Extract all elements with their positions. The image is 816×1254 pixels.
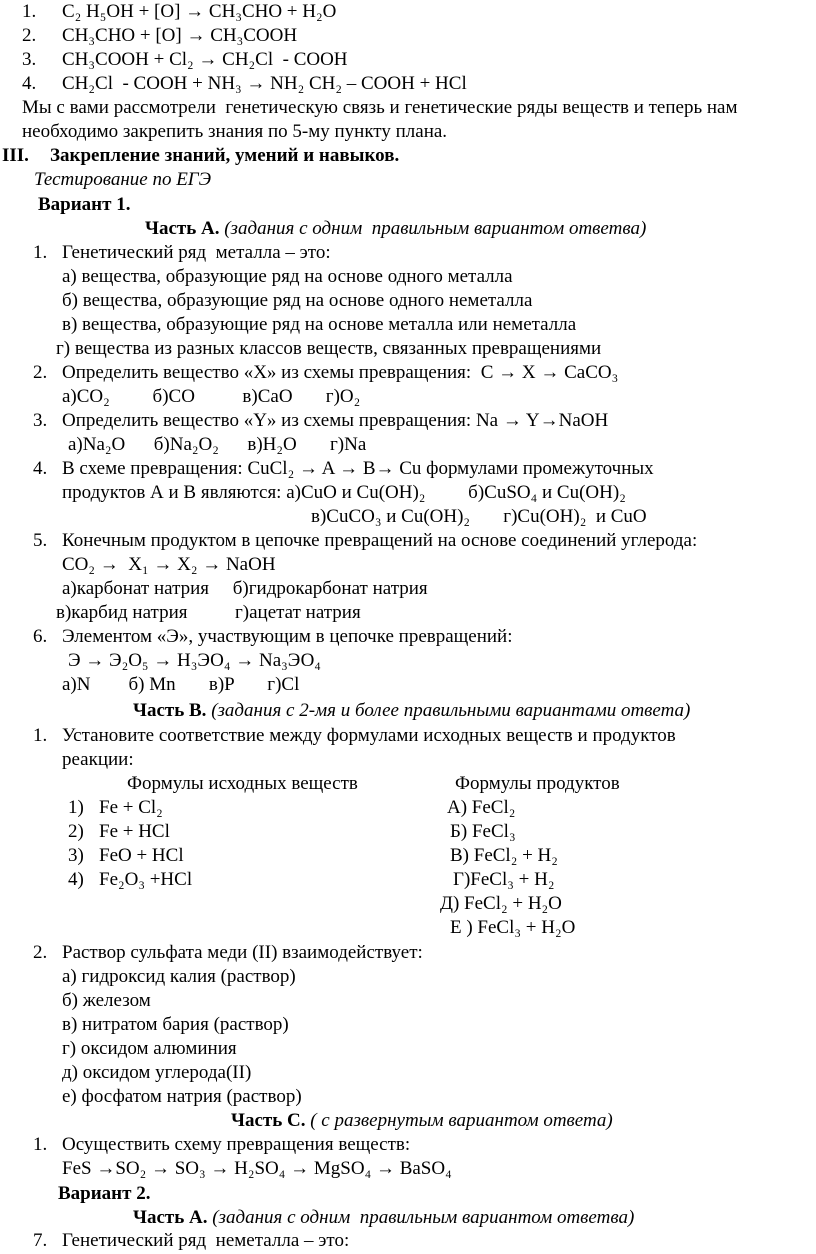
a-q2-number: 2. (33, 362, 48, 383)
b-q1-right-d: Г)FeCl₃ + H₂ (453, 869, 555, 890)
reaction-4-number: 4. (22, 73, 37, 94)
a-q2-options: а)СО₂ б)СО в)СаО г)О₂ (62, 386, 361, 407)
a-q2-question: Определить вещество «Х» из схемы превращения: С → Х → СаСО₃ (62, 362, 619, 383)
a-q5-line-3: а)карбонат натрия б)гидрокарбонат натрия (62, 578, 428, 599)
a-q1-number: 1. (33, 242, 48, 263)
b-q1-right-c: В) FeCl₂ + H₂ (450, 845, 558, 866)
a-q5-number: 5. (33, 530, 48, 551)
a-q1-option-b: б) вещества, образующие ряд на основе одного неметалла (62, 290, 533, 311)
b-q1-left-2: Fe + HCl (99, 821, 170, 842)
a-q4-question: В схеме превращения: CuCl₂ → A → B→ Cu формулами промежуточных (62, 458, 654, 479)
b-q1-left-4: Fe₂O₃ +HCl (99, 869, 193, 890)
v2-q7-number: 7. (33, 1230, 48, 1251)
a-q6-number: 6. (33, 626, 48, 647)
part-b-note: (задания с 2-мя и более правильными вариантами ответа) (211, 700, 691, 721)
c-q1-question: Осуществить схему превращения веществ: (62, 1134, 411, 1155)
b-q1-left-1-number: 1) (68, 797, 84, 818)
part-c-note: ( с развернутым вариантом ответа) (310, 1110, 613, 1131)
part-a-note: (задания с одним правильным вариантом ответва) (224, 218, 647, 239)
b-q2-option-a: а) гидроксид калия (раствор) (62, 966, 296, 987)
a-q6-line-3: а)N б) Mn в)P г)Cl (62, 674, 300, 695)
b-q1-right-b: Б) FeCl₃ (450, 821, 516, 842)
c-q1-number: 1. (33, 1134, 48, 1155)
paragraph-line-2: необходимо закрепить знания по 5-му пункту плана. (22, 121, 448, 142)
a-q1-option-a: а) вещества, образующие ряд на основе одного металла (62, 266, 513, 287)
variant-2-heading: Вариант 2. (58, 1183, 151, 1204)
section-number: III. (2, 145, 29, 166)
paragraph-line-1: Мы с вами рассмотрели генетическую связь и генетические ряды веществ и теперь нам (22, 97, 738, 118)
reaction-3-number: 3. (22, 49, 37, 70)
b-q1-left-3: FeO + HCl (99, 845, 184, 866)
reaction-2: CH₃CHO + [O] → CH₃COOH (62, 25, 298, 46)
a-q1-question: Генетический ряд металла – это: (62, 242, 331, 263)
a-q6-line-2: Э → Э₂О₅ → Н₃ЭО₄ → Na₃ЭО₄ (68, 650, 321, 671)
b-q2-option-d: г) оксидом алюминия (62, 1038, 237, 1059)
b-q2-option-b: б) железом (62, 990, 151, 1011)
part-a-heading (145, 217, 646, 241)
c-q1-scheme: FeS →SO₂ → SO₃ → H₂SO₄ → MgSO₄ → BaSO₄ (62, 1158, 452, 1179)
a-q1-option-d: г) вещества из разных классов веществ, связанных превращениями (56, 338, 602, 359)
part-a2-heading (133, 1206, 634, 1230)
b-q1-number: 1. (33, 725, 48, 746)
reaction-4: CH₂Cl - COOH + NH₃ → NH₂ CH₂ – COOH + HCl (62, 73, 467, 94)
b-q1-col2-header: Формулы продуктов (455, 773, 620, 794)
b-q1-left-2-number: 2) (68, 821, 84, 842)
a-q5-line-2: CO₂ → X₁ → X₂ → NaOH (62, 554, 276, 575)
a-q4-line-2: продуктов А и В являются: а)CuO и Cu(OH)₂ б)CuSO₄ и Cu(OH)₂ (62, 482, 626, 503)
b-q1-question-cont: реакции: (62, 749, 134, 770)
a-q5-line-4: в)карбид натрия г)ацетат натрия (56, 602, 361, 623)
b-q1-left-1: Fe + Cl₂ (99, 797, 163, 818)
reaction-2-number: 2. (22, 25, 37, 46)
a-q3-question: Определить вещество «Y» из схемы превращения: Na → Y→NaOH (62, 410, 609, 431)
reaction-1: C₂ H₅OH + [O] → CH₃CHO + H₂O (62, 1, 337, 22)
b-q1-left-4-number: 4) (68, 869, 84, 890)
section-title: Закрепление знаний, умений и навыков. (50, 145, 400, 166)
b-q1-col1-header: Формулы исходных веществ (127, 773, 358, 794)
a-q3-options: а)Na₂O б)Na₂O₂ в)H₂O г)Na (68, 434, 367, 455)
variant-1-heading: Вариант 1. (38, 194, 131, 215)
a-q4-line-3: в)CuCO₃ и Cu(OH)₂ г)Cu(OH)₂ и CuO (311, 506, 647, 527)
b-q1-left-3-number: 3) (68, 845, 84, 866)
a-q6-question: Элементом «Э», участвующим в цепочке превращений: (62, 626, 513, 647)
b-q2-question: Раствор сульфата меди (II) взаимодействует: (62, 942, 423, 963)
a-q1-option-c: в) вещества, образующие ряд на основе металла или неметалла (62, 314, 577, 335)
reaction-3: CH₃COOH + Cl₂ → CH₂Cl - COOH (62, 49, 348, 70)
a-q3-number: 3. (33, 410, 48, 431)
part-b-label: Часть В. (133, 700, 207, 721)
b-q2-option-c: в) нитратом бария (раствор) (62, 1014, 289, 1035)
testing-heading: Тестирование по ЕГЭ (34, 169, 212, 190)
part-b-heading (133, 699, 690, 723)
b-q2-option-e: д) оксидом углерода(II) (62, 1062, 252, 1083)
b-q2-number: 2. (33, 942, 48, 963)
part-a-label: Часть А. (145, 218, 220, 239)
b-q1-right-f: Е ) FeCl₃ + H₂O (450, 917, 576, 938)
v2-q7-question: Генетический ряд неметалла – это: (62, 1230, 350, 1251)
b-q1-question: Установите соответствие между формулами исходных веществ и продуктов (62, 725, 676, 746)
a-q5-question: Конечным продуктом в цепочке превращений на основе соединений углерода: (62, 530, 698, 551)
b-q1-right-a: А) FeCl₂ (447, 797, 516, 818)
reaction-1-number: 1. (22, 1, 37, 22)
part-a2-note: (задания с одним правильным вариантом ответва) (212, 1207, 635, 1228)
part-c-heading (231, 1109, 613, 1133)
b-q2-option-f: е) фосфатом натрия (раствор) (62, 1086, 302, 1107)
part-a2-label: Часть А. (133, 1207, 208, 1228)
part-c-label: Часть С. (231, 1110, 306, 1131)
a-q4-number: 4. (33, 458, 48, 479)
b-q1-right-e: Д) FeCl₂ + H₂O (440, 893, 562, 914)
